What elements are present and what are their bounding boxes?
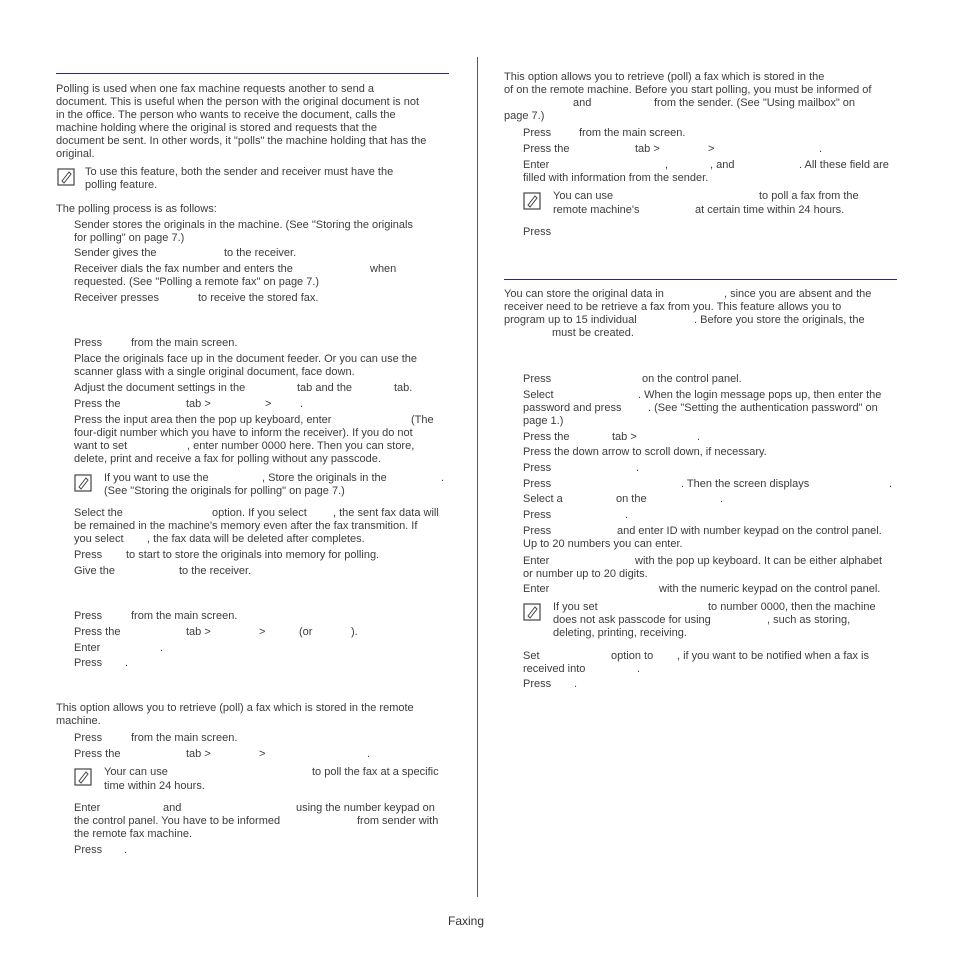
step: Press <box>523 525 552 537</box>
note-icon <box>523 192 541 210</box>
remote-intro: machine. <box>56 715 101 727</box>
step: Press <box>523 478 552 490</box>
step: Press <box>74 844 103 856</box>
note-text: at certain time within 24 hours. <box>695 204 845 216</box>
step: Press the <box>74 748 121 760</box>
note-text: time within 24 hours. <box>104 780 205 792</box>
step: , and <box>710 159 735 171</box>
step: (The <box>411 414 434 426</box>
step: . <box>367 748 371 760</box>
remote-intro: This option allows you to retrieve (poll) a fax which is stored in the remote <box>56 702 414 714</box>
step: Up to 20 numbers you can enter. <box>523 538 683 550</box>
note-text: to number 0000, then the machine <box>708 601 876 613</box>
step: tab > <box>186 748 211 760</box>
note-text: To use this feature, both the sender and receiver must have the <box>85 166 394 178</box>
step: . <box>625 509 629 521</box>
step: Press <box>523 373 552 385</box>
mailbox-intro: , since you are absent and the <box>724 288 872 300</box>
step: Select a <box>523 493 563 505</box>
process-step: to receive the stored fax. <box>198 292 319 304</box>
step: Press <box>74 732 103 744</box>
mailbox-intro: . Before you store the originals, the <box>694 314 865 326</box>
intro-line: and <box>573 97 592 109</box>
step: the control panel. You have to be informed <box>74 815 281 827</box>
note-text: If you want to use the <box>104 472 209 484</box>
step: . <box>574 678 578 690</box>
step: tab > <box>635 143 660 155</box>
note-text: , such as storing, <box>767 614 851 626</box>
step: be remained in the machine’s memory even after the fax transmition. If <box>74 520 418 532</box>
intro-line: This option allows you to retrieve (poll) a fax which is stored in the <box>504 71 825 83</box>
note-text: You can use <box>553 190 614 202</box>
note-text: to poll the fax at a specific <box>312 766 439 778</box>
step: Press <box>74 610 103 622</box>
intro-line: document. This is useful when the person with the original document is not <box>56 96 419 108</box>
step: Set <box>523 650 540 662</box>
intro-line: machine holding where the original is stored and requests that the <box>56 122 378 134</box>
step: . <box>697 431 701 443</box>
step: from sender with <box>357 815 439 827</box>
step: Enter <box>523 555 550 567</box>
step: , if you want to be notified when a fax is <box>677 650 870 662</box>
process-step: for polling" on page 7.) <box>74 232 185 244</box>
process-step: Sender gives the <box>74 247 157 259</box>
step: Adjust the document settings in the <box>74 382 246 394</box>
intro-line: in the office. The person who wants to receive the document, calls the <box>56 109 396 121</box>
step: and enter ID with number keypad on the control panel. <box>617 525 882 537</box>
step: Give the <box>74 565 115 577</box>
step: received into <box>523 663 586 675</box>
step: Enter <box>74 802 101 814</box>
step: Select the <box>74 507 123 519</box>
step: . All these field are <box>799 159 889 171</box>
note-icon <box>74 768 92 786</box>
mailbox-intro: must be created. <box>552 327 634 339</box>
step: the remote fax machine. <box>74 828 193 840</box>
intro-line: page 7.) <box>504 110 545 122</box>
step: tab and the <box>297 382 353 394</box>
step: > <box>259 626 266 638</box>
step: Press <box>523 462 552 474</box>
process-step: Sender stores the originals in the machine. (See "Storing the originals <box>74 219 413 231</box>
step: Press <box>523 678 552 690</box>
step: . <box>637 663 641 675</box>
mailbox-intro: receiver need to be retrieve a fax from you. This feature allows you to <box>504 301 842 313</box>
step: Enter <box>523 159 550 171</box>
step: Press <box>74 657 103 669</box>
process-step: Receiver dials the fax number and enters the <box>74 263 293 275</box>
step: . <box>300 398 304 410</box>
note-text: Your can use <box>104 766 168 778</box>
note-text: If you set <box>553 601 598 613</box>
step: > <box>265 398 272 410</box>
step: option. If you select <box>212 507 307 519</box>
mailbox-intro: You can store the original data in <box>504 288 664 300</box>
step: , <box>665 159 669 171</box>
step: you select <box>74 533 124 545</box>
step: with the numeric keypad on the control panel. <box>659 583 881 595</box>
step: > <box>708 143 715 155</box>
note-text: polling feature. <box>85 179 158 191</box>
step: . <box>636 462 640 474</box>
step: (or <box>299 626 313 638</box>
step: from the main screen. <box>131 732 238 744</box>
process-step: Receiver presses <box>74 292 159 304</box>
note-text: deleting, printing, receiving. <box>553 627 687 639</box>
process-step: when <box>370 263 397 275</box>
step: Press the input area then the pop up keyboard, enter <box>74 414 332 426</box>
step: Press the <box>74 626 121 638</box>
step: Press <box>523 226 552 238</box>
step: page 1.) <box>523 415 564 427</box>
step: delete, print and receive a fax for polling without any passcode. <box>74 453 381 465</box>
step: from the main screen. <box>131 337 238 349</box>
step: Press <box>74 337 103 349</box>
step: , the sent fax data will <box>333 507 439 519</box>
step: Place the originals face up in the document feeder. Or you can use the <box>74 353 418 365</box>
step: . Then the screen displays <box>681 478 810 490</box>
step: using the number keypad on <box>296 802 435 814</box>
step: Press <box>74 549 103 561</box>
step: Enter <box>523 583 550 595</box>
step: on the control panel. <box>642 373 742 385</box>
step: tab. <box>394 382 413 394</box>
step: want to set <box>74 440 128 452</box>
note-text: to poll a fax from the <box>759 190 859 202</box>
step: . <box>889 478 893 490</box>
step: to the receiver. <box>179 565 252 577</box>
step: ). <box>351 626 358 638</box>
step: Press the down arrow to scroll down, if necessary. <box>523 446 767 458</box>
intro-line: of on the remote machine. Before you start polling, you must be informed of <box>504 84 872 96</box>
note-text: remote machine's <box>553 204 640 216</box>
step: , enter number 0000 here. Then you can store, <box>187 440 415 452</box>
note-icon <box>57 168 75 186</box>
section-rule-mailbox <box>504 279 897 280</box>
step: . When the login message pops up, then enter the <box>638 389 882 401</box>
note-text: , Store the originals in the <box>262 472 387 484</box>
step: . <box>125 657 129 669</box>
step: scanner glass with a single original document, face down. <box>74 366 355 378</box>
step: tab > <box>612 431 637 443</box>
intro-line: original. <box>56 148 95 160</box>
step: or number up to 20 digits. <box>523 568 648 580</box>
process-title: The polling process is as follows: <box>56 203 217 215</box>
step: with the pop up keyboard. It can be either alphabet <box>635 555 883 567</box>
step: filled with information from the sender. <box>523 172 709 184</box>
note-text: (See "Storing the originals for polling" on page 7.) <box>104 485 345 497</box>
step: Press the <box>74 398 121 410</box>
step: and <box>163 802 182 814</box>
step: . <box>160 642 164 654</box>
step: to start to store the originals into memory for polling. <box>126 549 380 561</box>
step: on the <box>616 493 647 505</box>
step: from the main screen. <box>131 610 238 622</box>
mailbox-intro: program up to 15 individual <box>504 314 637 326</box>
step: . <box>124 844 128 856</box>
step: . <box>819 143 823 155</box>
page-footer: Faxing <box>448 914 485 928</box>
step: Select <box>523 389 554 401</box>
intro-line: Polling is used when one fax machine requests another to send a <box>56 83 374 95</box>
intro-line: document be sent. In other words, it "polls" the machine holding that has the <box>56 135 427 147</box>
note-icon <box>523 603 541 621</box>
column-divider <box>477 57 478 897</box>
step: from the main screen. <box>579 127 686 139</box>
step: tab > <box>186 626 211 638</box>
process-step: requested. (See "Polling a remote fax" on page 7.) <box>74 276 320 288</box>
process-step: to the receiver. <box>224 247 297 259</box>
step: Press the <box>523 431 570 443</box>
note-text: does not ask passcode for using <box>553 614 711 626</box>
step: . <box>720 493 724 505</box>
step: . (See "Setting the authentication password" on <box>648 402 878 414</box>
note-icon <box>74 474 92 492</box>
section-rule-polling <box>56 73 449 74</box>
step: Press <box>523 509 552 521</box>
step: password and press <box>523 402 622 414</box>
step: , the fax data will be deleted after completes. <box>147 533 365 545</box>
step: four-digit number which you have to inform the receiver). If you do not <box>74 427 413 439</box>
step: > <box>259 748 266 760</box>
step: Press <box>523 127 552 139</box>
step: option to <box>611 650 654 662</box>
note-text: . <box>441 472 445 484</box>
intro-line: from the sender. (See "Using mailbox" on <box>654 97 856 109</box>
step: tab > <box>186 398 211 410</box>
step: Enter <box>74 642 101 654</box>
step: Press the <box>523 143 570 155</box>
